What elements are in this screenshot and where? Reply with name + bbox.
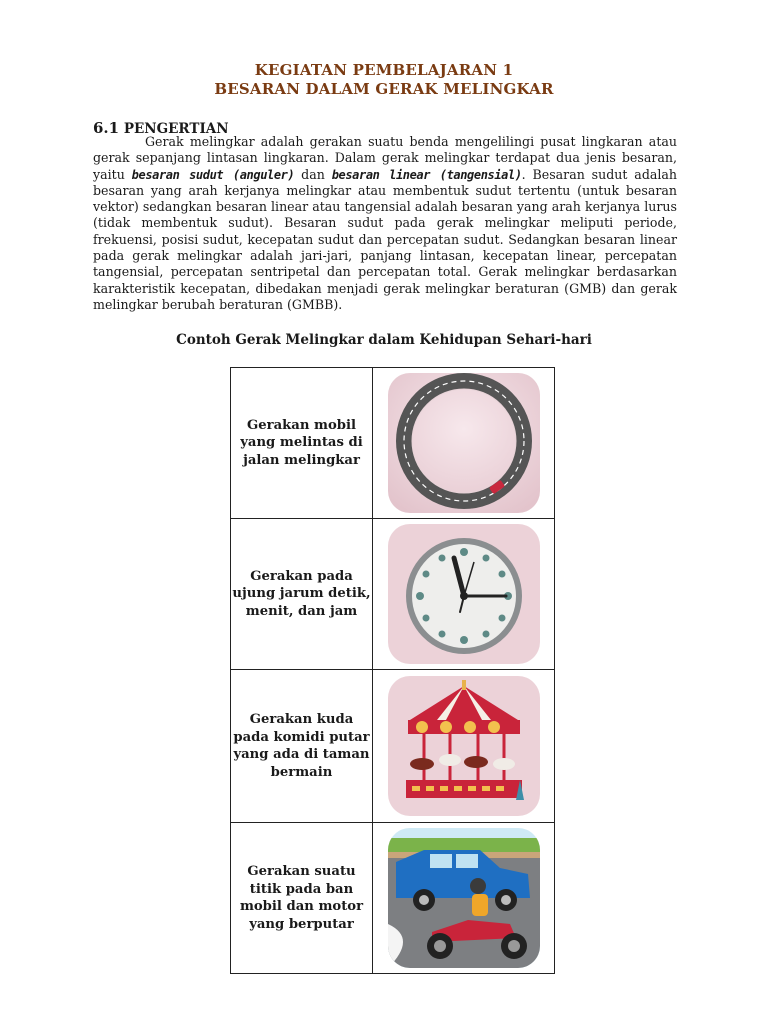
- paragraph-part1: Gerak melingkar adalah gerakan suatu benda mengelilingi pusat lingkaran atau gerak sepanjang lintasan lingkaran. Dalam gerak melingkar terdapat dua jenis besaran, yaitu: [93, 134, 677, 182]
- row-label: Gerakan suatu titik pada ban mobil dan motor yang berputar: [231, 823, 373, 974]
- table-row: [231, 670, 555, 823]
- table-row: [231, 823, 555, 974]
- row-label: Gerakan mobil yang melintas di jalan melingkar: [231, 368, 373, 519]
- table-row: [231, 368, 555, 519]
- term-angular: besaran sudut (anguler): [131, 167, 295, 182]
- carousel-icon: [388, 676, 540, 816]
- image-cell: [373, 519, 555, 670]
- table-caption: Contoh Gerak Melingkar dalam Kehidupan Sehari-hari: [176, 332, 592, 348]
- section-title: PENGERTIAN: [123, 121, 229, 137]
- clock-icon: [388, 524, 540, 664]
- examples-table: [230, 367, 555, 974]
- table-row: [231, 519, 555, 670]
- car-motorbike-icon: [388, 828, 540, 968]
- page-title-line1: KEGIATAN PEMBELAJARAN 1: [254, 61, 514, 79]
- image-cell: [373, 368, 555, 519]
- term-linear: besaran linear (tangensial): [331, 167, 522, 182]
- circular-road-icon: [388, 373, 540, 513]
- image-cell: [373, 670, 555, 823]
- section-number: 6.1: [93, 119, 120, 137]
- row-label: Gerakan pada ujung jarum detik, menit, dan jam: [231, 519, 373, 670]
- paragraph-part3: . Besaran sudut adalah besaran yang arah kerjanya melingkar atau membentuk sudut tertentu (untuk besaran vektor) sedangkan besaran linear atau tangensial adalah besaran yang arah kerjanya lurus (tidak membentuk sudut). Besaran sudut pada gerak melingkar meliputi periode, frekuensi, posisi sudut, kecepatan sudut dan percepatan sudut. Sedangkan besaran linear pada gerak melingkar adalah jari-jari, panjang lintasan, kecepatan linear, percepatan tangensial, percepatan sentripetal dan percepatan total. Gerak melingkar berdasarkan karakteristik kecepatan, dibedakan menjadi gerak melingkar beraturan (GMB) dan gerak melingkar berubah beraturan (GMBB).: [93, 166, 678, 312]
- row-label: Gerakan kuda pada komidi putar yang ada di taman bermain: [231, 670, 373, 823]
- paragraph-part2: dan: [294, 166, 332, 182]
- body-paragraph: [93, 134, 677, 313]
- image-cell: [373, 823, 555, 974]
- page-title-line2: BESARAN DALAM GERAK MELINGKAR: [214, 80, 554, 98]
